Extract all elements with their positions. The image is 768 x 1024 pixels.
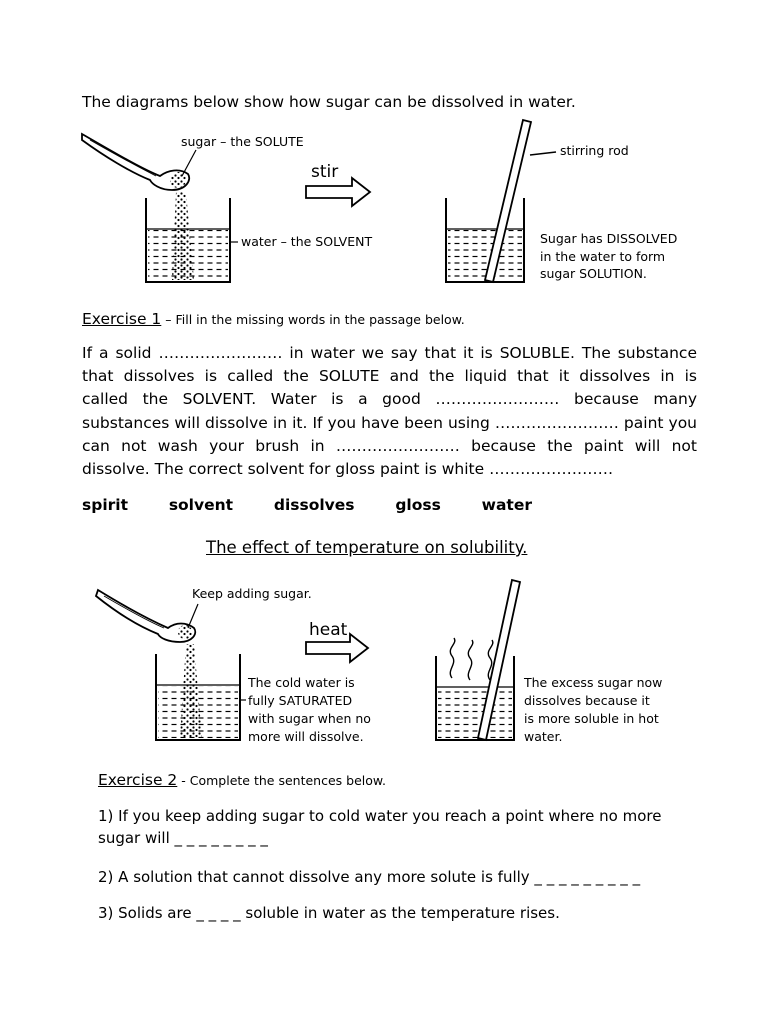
beaker-4: [436, 656, 514, 740]
beaker-1: [146, 198, 230, 282]
passage-line: that dissolves is called the SOLUTE and the liquid that it dissolves in is: [82, 367, 697, 386]
question-3: [98, 902, 560, 924]
exercise1-passage: [82, 342, 697, 481]
question-line: 3) Solids are _ _ _ _ soluble in water as the temperature rises.: [98, 904, 560, 922]
solute-pointer: [182, 150, 196, 176]
word-bank-item: water: [481, 496, 532, 514]
spoon-pointer: [188, 604, 198, 628]
rod-pointer: [530, 152, 556, 155]
exercise2-title: Exercise 2: [98, 771, 178, 789]
passage-line: substances will dissolve in it. If you have been using …………………… paint you: [82, 413, 697, 432]
dissolved-note-line: Sugar has DISSOLVED: [540, 231, 678, 246]
excess-note-line: is more soluble in hot: [524, 711, 659, 726]
dissolved-note: [540, 230, 677, 283]
excess-note: [524, 674, 662, 746]
steam-lines: [450, 638, 493, 680]
passage-line: dissolve. The correct solvent for gloss paint is white ……………………: [82, 459, 614, 478]
question-1: [98, 805, 661, 849]
question-2: [98, 866, 640, 888]
question-line: 1) If you keep adding sugar to cold water you reach a point where no more: [98, 807, 662, 825]
stir-arrow: [306, 178, 370, 206]
exercise1-desc: – Fill in the missing words in the passage below.: [161, 312, 465, 327]
spoon-1: [82, 134, 189, 190]
word-bank-item: gloss: [395, 496, 441, 514]
saturated-note-line: with sugar when no: [248, 711, 371, 726]
saturated-note: [248, 674, 371, 746]
word-bank-item: solvent: [168, 496, 234, 514]
dissolved-note-line: in the water to form: [540, 248, 666, 264]
heat-label: heat: [309, 620, 348, 640]
intro-text: The diagrams below show how sugar can be dissolved in water.: [82, 93, 576, 111]
saturated-note-line: The cold water is: [248, 675, 355, 690]
excess-note-line: The excess sugar now: [524, 675, 663, 690]
passage-line: If a solid …………………… in water we say that it is SOLUBLE. The substance: [82, 344, 697, 362]
section-heading: The effect of temperature on solubility.: [206, 538, 528, 557]
question-line: 2) A solution that cannot dissolve any more solute is fully _ _ _ _ _ _ _ _ _: [98, 868, 641, 886]
beaker-3: [156, 654, 240, 740]
excess-note-line: water.: [524, 729, 563, 744]
solvent-label: water – the SOLVENT: [241, 234, 373, 249]
exercise2-heading: [98, 770, 386, 789]
excess-note-line: dissolves because it: [524, 693, 650, 708]
saturated-note-line: more will dissolve.: [248, 729, 364, 744]
spoon-2: [96, 590, 195, 642]
question-line: sugar will _ _ _ _ _ _ _ _: [98, 829, 268, 847]
beaker-2: [446, 198, 524, 282]
word-bank: [82, 496, 532, 514]
exercise2-desc: - Complete the sentences below.: [177, 773, 386, 788]
exercise1-title: Exercise 1: [82, 310, 162, 328]
keep-adding-label: Keep adding sugar.: [192, 586, 312, 601]
dissolved-note-line: sugar SOLUTION.: [540, 266, 647, 281]
solute-label: sugar – the SOLUTE: [181, 134, 304, 149]
word-bank-item: spirit: [82, 496, 129, 514]
passage-line: can not wash your brush in …………………… because the paint will not: [82, 436, 697, 455]
rod-label: stirring rod: [560, 143, 629, 158]
exercise1-heading: [82, 309, 465, 328]
saturated-note-line: fully SATURATED: [248, 693, 353, 708]
stir-label: stir: [311, 162, 339, 182]
word-bank-item: dissolves: [273, 496, 355, 514]
passage-line: called the SOLVENT. Water is a good …………………… because many: [82, 390, 697, 409]
